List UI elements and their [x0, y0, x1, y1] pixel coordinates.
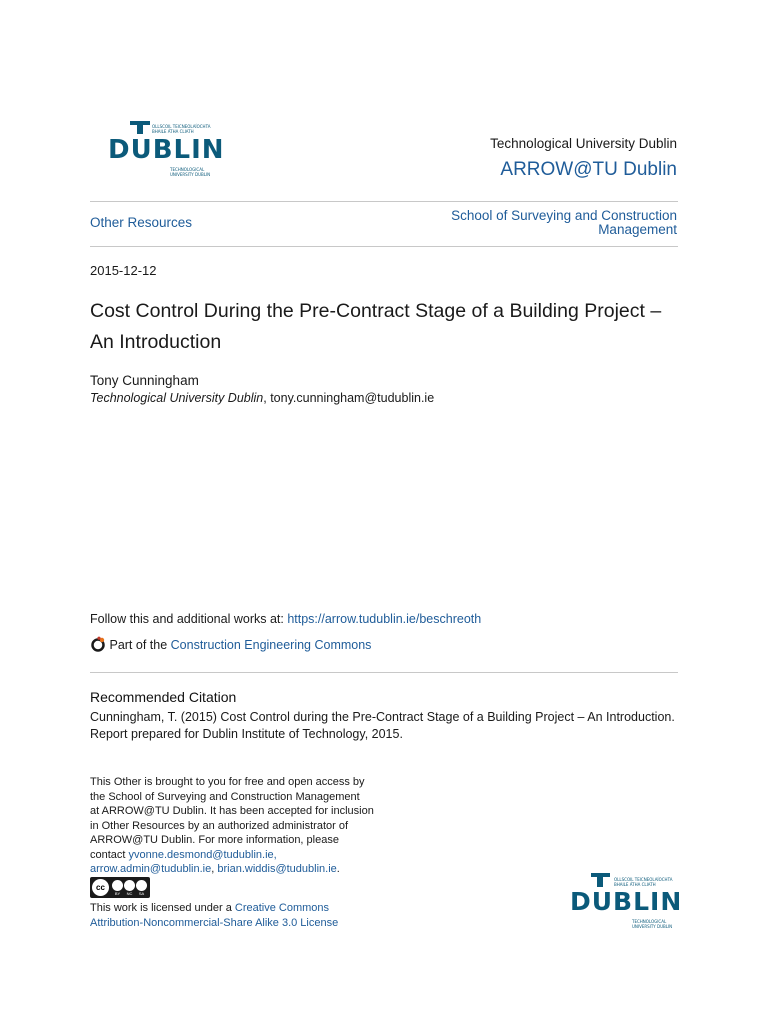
- school-link[interactable]: [451, 209, 677, 237]
- license-prefix: This work is licensed under a: [90, 902, 235, 914]
- follow-prefix: Follow this and additional works at:: [90, 612, 288, 626]
- publication-date: 2015-12-12: [90, 263, 157, 278]
- cc-nc-icon: [124, 880, 135, 891]
- repository-link[interactable]: ARROW@TU Dublin: [500, 159, 677, 180]
- logo-bottom-irish-line-2: BHAILE ÁTHA CLIATH: [614, 882, 656, 887]
- cc-label-nc: NC: [126, 891, 133, 896]
- collection-link[interactable]: Other Resources: [90, 215, 193, 230]
- document-title-line-1: Cost Control During the Pre-Contract Stage of a Building Project –: [90, 300, 662, 322]
- divider-top: [90, 201, 678, 202]
- contact-email-yvonne[interactable]: yvonne.desmond@tudublin.ie,: [128, 848, 277, 861]
- contact-end: .: [336, 863, 340, 875]
- notice-line-4: in Other Resources by an authorized administrator of: [90, 819, 349, 832]
- citation-heading: Recommended Citation: [90, 689, 237, 705]
- logo-t-stem: [137, 121, 143, 134]
- divider-citation: [90, 672, 678, 673]
- author-affiliation: [90, 390, 434, 406]
- follow-line: [90, 611, 481, 627]
- cc-sa-icon: [136, 880, 147, 891]
- cc-label-by: BY: [114, 891, 121, 896]
- follow-url-link[interactable]: https://arrow.tudublin.ie/beschreoth: [287, 612, 482, 626]
- author-email: , tony.cunningham@tudublin.ie: [263, 391, 435, 405]
- bepress-commons-icon: [90, 636, 106, 652]
- document-title: [90, 296, 690, 358]
- logo-english-line-2: UNIVERSITY DUBLIN: [170, 172, 211, 177]
- logo-bottom-t-stem: [597, 873, 603, 887]
- divider-collection: [90, 246, 678, 247]
- affiliation-name: Technological University Dublin: [90, 391, 264, 405]
- logo-bottom-irish-line-1: OLLSCOIL TEICNEOLAÍOCHTA: [614, 877, 673, 882]
- tu-dublin-logo: [108, 118, 225, 180]
- institution-name: Technological University Dublin: [490, 136, 677, 151]
- citation-line-2: Report prepared for Dublin Institute of Technology, 2015.: [90, 727, 403, 741]
- citation-text: [90, 709, 690, 743]
- construction-commons-link[interactable]: Construction Engineering Commons: [170, 638, 372, 652]
- cc-logo-icon: cc: [92, 879, 109, 896]
- logo-bottom-english-line-2: UNIVERSITY DUBLIN: [632, 924, 673, 929]
- access-notice: [90, 775, 390, 877]
- part-of-line: [90, 636, 371, 654]
- notice-line-2: the School of Surveying and Construction Management: [90, 790, 360, 803]
- school-link-line-2: Management: [598, 222, 677, 237]
- part-of-prefix: Part of the: [109, 638, 171, 652]
- license-statement: [90, 901, 410, 930]
- logo-irish-line-1: OLLSCOIL TEICNEOLAÍOCHTA: [152, 124, 211, 129]
- logo-irish-line-2: BHAILE ÁTHA CLIATH: [152, 129, 194, 134]
- logo-bottom-english-line-1: TECHNOLOGICAL: [632, 919, 667, 924]
- license-link-line-1[interactable]: Creative Commons: [234, 902, 330, 914]
- school-link-line-1: School of Surveying and Construction: [451, 208, 677, 223]
- logo-word: DUBLIN: [108, 135, 225, 165]
- contact-sep: ,: [211, 863, 218, 875]
- license-link-line-2[interactable]: Attribution-Noncommercial-Share Alike 3.0 License: [90, 916, 339, 929]
- contact-email-arrow-admin[interactable]: arrow.admin@tudublin.ie: [90, 863, 212, 875]
- contact-email-brian[interactable]: brian.widdis@tudublin.ie: [217, 863, 337, 875]
- notice-contact-line: [90, 848, 390, 863]
- document-title-line-2: An Introduction: [90, 331, 222, 353]
- logo-english-line-1: TECHNOLOGICAL: [170, 167, 205, 172]
- notice-contact-line-2: [90, 862, 390, 877]
- tu-dublin-logo-bottom: [570, 872, 683, 934]
- notice-line-5: ARROW@TU Dublin. For more information, please: [90, 834, 339, 846]
- notice-line-3: at ARROW@TU Dublin. It has been accepted for inclusion: [90, 805, 374, 817]
- license-line-1: [90, 901, 410, 916]
- cc-by-icon: [112, 880, 123, 891]
- cc-label-sa: SA: [138, 891, 145, 896]
- cc-license-badge[interactable]: [90, 877, 150, 898]
- contact-prefix: contact: [90, 848, 129, 861]
- author-name: Tony Cunningham: [90, 373, 199, 388]
- notice-line-1: This Other is brought to you for free and open access by: [90, 776, 365, 788]
- logo-bottom-word: DUBLIN: [570, 887, 683, 916]
- citation-line-1: Cunningham, T. (2015) Cost Control during the Pre-Contract Stage of a Building Project – An Introduction.: [90, 710, 675, 724]
